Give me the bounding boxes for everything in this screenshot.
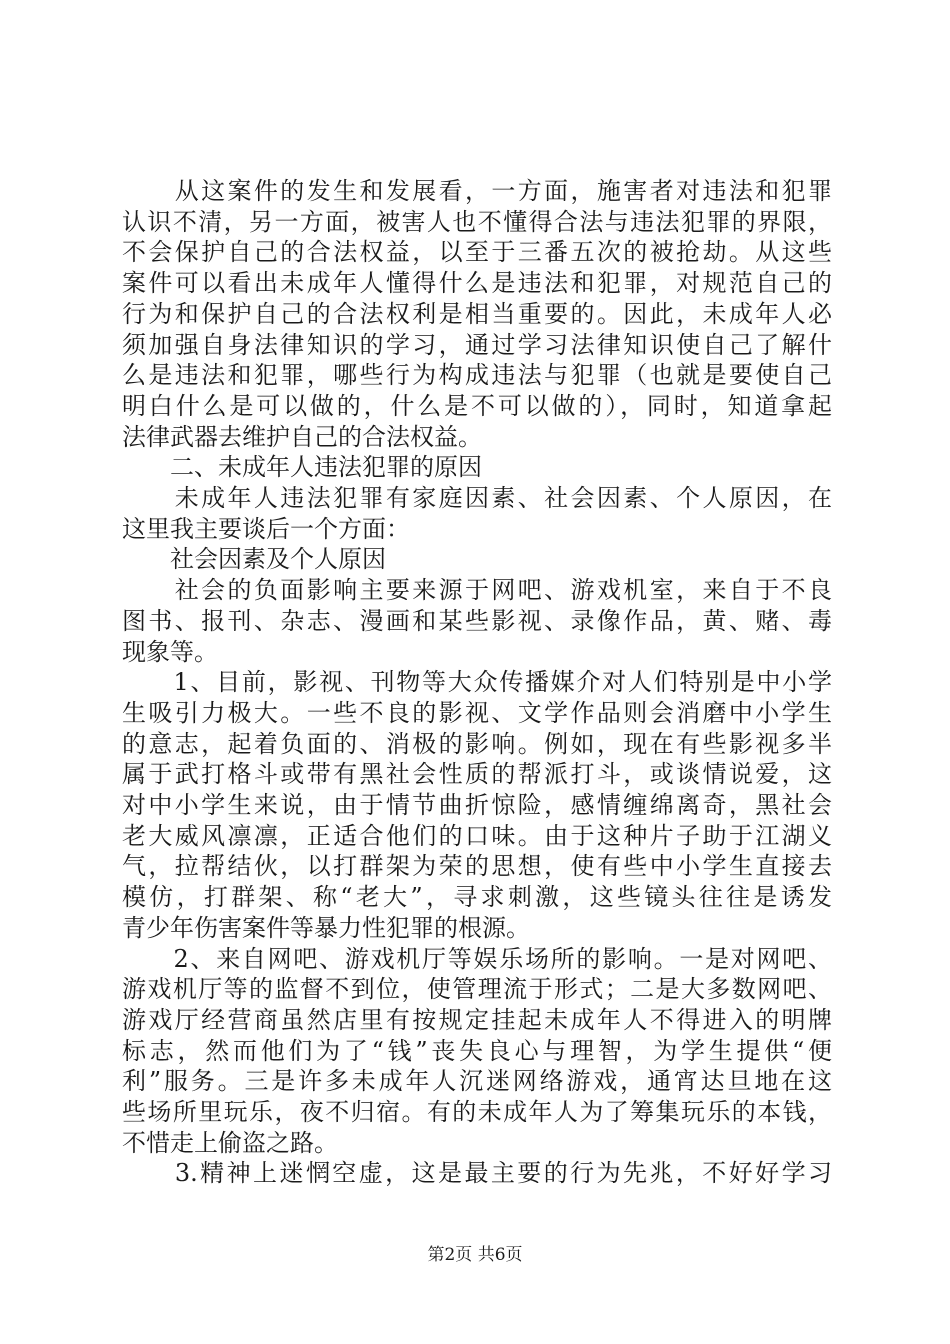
text-line: 属于武打格斗或带有黑社会性质的帮派打斗，或谈情说爱，这 [122,760,832,789]
text-line: 老大威风凛凛，正适合他们的口味。由于这种片子助于江湖义 [122,821,832,850]
text-line: 气，拉帮结伙，以打群架为荣的思想，使有些中小学生直接去 [122,852,832,881]
text-line: 行为和保护自己的合法权利是相当重要的。因此，未成年人必 [122,299,832,328]
text-line: 须加强自身法律知识的学习，通过学习法律知识使自己了解什 [122,330,832,359]
text-line: 利”服务。三是许多未成年人沉迷网络游戏，通宵达旦地在这 [122,1067,832,1096]
text-line: 游戏机厅等的监督不到位，使管理流于形式；二是大多数网吧、 [122,975,832,1004]
text-line: 3.精神上迷惘空虚，这是最主要的行为先兆，不好好学习 [122,1159,832,1188]
text-line: 模仿，打群架、称“老大”，寻求刺激，这些镜头往往是诱发 [122,883,832,912]
text-line: 青少年伤害案件等暴力性犯罪的根源。 [122,913,530,942]
text-line: 这里我主要谈后一个方面： [122,514,410,543]
text-line: 认识不清，另一方面，被害人也不懂得合法与违法犯罪的界限， [122,207,832,236]
text-line: 1、目前，影视、刊物等大众传播媒介对人们特别是中小学 [122,668,832,697]
text-line: 么是违法和犯罪，哪些行为构成违法与犯罪（也就是要使自己 [122,361,832,390]
text-line: 社会因素及个人原因 [122,545,386,574]
text-line: 社会的负面影响主要来源于网吧、游戏机室，来自于不良 [122,576,832,605]
text-line: 对中小学生来说，由于情节曲折惊险，感情缠绵离奇，黑社会 [122,791,832,819]
text-line: 些场所里玩乐，夜不归宿。有的未成年人为了筹集玩乐的本钱， [122,1098,832,1126]
text-line: 从这案件的发生和发展看，一方面，施害者对违法和犯罪 [122,177,832,205]
text-line: 2、来自网吧、游戏机厅等娱乐场所的影响。一是对网吧、 [122,944,832,973]
text-line: 生吸引力极大。一些不良的影视、文学作品则会消磨中小学生 [122,698,832,727]
text-line: 不惜走上偷盗之路。 [122,1128,338,1157]
text-line: 标志，然而他们为了“钱”丧失良心与理智，为学生提供“便 [122,1036,832,1065]
text-line: 图书、报刊、杂志、漫画和某些影视、录像作品，黄、赌、毒 [122,606,832,635]
page-footer: 第2页 共6页 [427,1245,523,1265]
text-line: 的意志，起着负面的、消极的影响。例如，现在有些影视多半 [122,729,832,758]
text-line: 游戏厅经营商虽然店里有按规定挂起未成年人不得进入的明牌 [122,1005,832,1034]
text-line: 法律武器去维护自己的合法权益。 [122,422,482,451]
text-line: 未成年人违法犯罪有家庭因素、社会因素、个人原因，在 [122,484,832,512]
text-line: 现象等。 [122,637,218,666]
text-line: 明白什么是可以做的，什么是不可以做的），同时，知道拿起 [122,391,832,420]
text-line: 二、未成年人违法犯罪的原因 [122,453,482,482]
text-line: 不会保护自己的合法权益，以至于三番五次的被抢劫。从这些 [122,238,832,267]
text-line: 案件可以看出未成年人懂得什么是违法和犯罪，对规范自己的 [122,269,832,298]
